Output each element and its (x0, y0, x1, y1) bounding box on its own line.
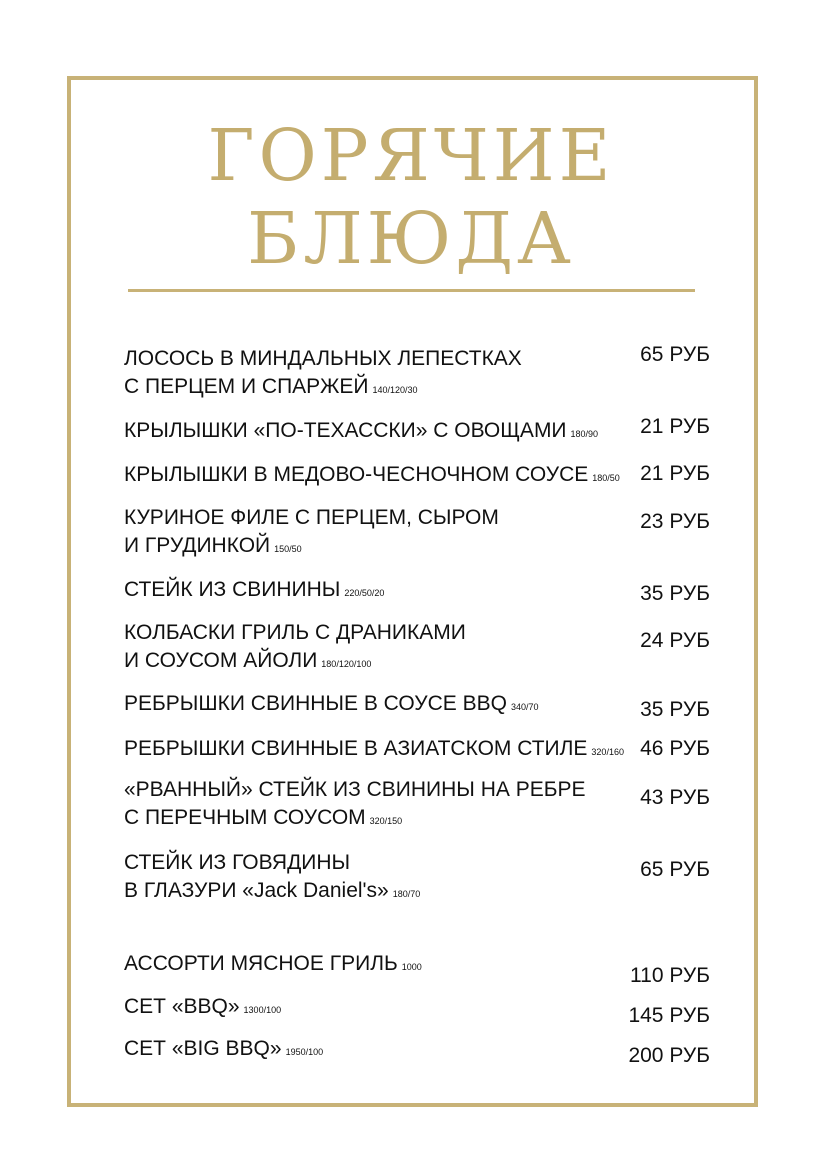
menu-item (124, 345, 624, 404)
item-price: 35 РУБ (640, 698, 710, 721)
item-weight: 150/50 (274, 544, 302, 554)
item-name-line1: РЕБРЫШКИ СВИННЫЕ В АЗИАТСКОМ СТИЛЕ (124, 737, 588, 760)
menu-item (124, 619, 624, 678)
item-weight: 220/50/20 (344, 588, 385, 598)
item-price: 110 РУБ (630, 964, 710, 987)
menu-item (124, 417, 624, 448)
item-price: 24 РУБ (640, 629, 710, 652)
item-price: 35 РУБ (640, 582, 710, 605)
item-price: 43 РУБ (640, 786, 710, 809)
item-name-line1: КРЫЛЫШКИ В МЕДОВО-ЧЕСНОЧНОМ СОУСЕ (124, 463, 589, 486)
item-weight: 1000 (401, 962, 422, 972)
item-name-line1: КОЛБАСКИ ГРИЛЬ С ДРАНИКАМИ (124, 621, 466, 644)
item-price: 46 РУБ (640, 737, 710, 760)
title-divider (128, 289, 695, 292)
menu-item (124, 849, 624, 908)
item-name-line2: И ГРУДИНКОЙ (124, 534, 271, 557)
menu-title-line2: БЛЮДА (247, 197, 575, 280)
menu-item (124, 776, 624, 835)
menu-title-line1: ГОРЯЧИЕ (207, 114, 615, 197)
item-name-line1: ЛОСОСЬ В МИНДАЛЬНЫХ ЛЕПЕСТКАХ (124, 347, 522, 370)
menu-item (124, 690, 624, 721)
item-price: 21 РУБ (640, 462, 710, 485)
item-name-line1: КУРИНОЕ ФИЛЕ С ПЕРЦЕМ, СЫРОМ (124, 506, 499, 529)
item-price: 145 РУБ (628, 1004, 710, 1027)
item-weight: 1950/100 (285, 1047, 324, 1057)
item-weight: 1300/100 (243, 1005, 282, 1015)
item-name-line2: И СОУСОМ АЙОЛИ (124, 649, 318, 672)
item-name-line1: РЕБРЫШКИ СВИННЫЕ В СОУСЕ BBQ (124, 692, 507, 715)
item-price: 65 РУБ (640, 858, 710, 881)
menu-item (124, 735, 624, 766)
item-name-line1: КРЫЛЫШКИ «ПО-ТЕХАССКИ» С ОВОЩАМИ (124, 419, 567, 442)
menu-item (124, 576, 624, 607)
menu-item (124, 993, 624, 1024)
item-name-line1: «РВАННЫЙ» СТЕЙК ИЗ СВИНИНЫ НА РЕБРЕ (124, 778, 586, 801)
item-weight: 180/90 (570, 429, 599, 439)
item-weight: 180/50 (592, 473, 620, 483)
menu-item (124, 504, 624, 563)
item-name-line1: АССОРТИ МЯСНОЕ ГРИЛЬ (124, 952, 398, 975)
item-weight: 320/150 (369, 816, 403, 826)
item-weight: 320/160 (591, 747, 624, 757)
item-weight: 180/120/100 (321, 659, 372, 669)
item-price: 21 РУБ (640, 415, 710, 438)
item-weight: 180/70 (392, 889, 421, 899)
item-name-line1: СЕТ «BBQ» (124, 995, 240, 1018)
item-name-line2: В ГЛАЗУРИ «Jack Daniel's» (124, 879, 389, 902)
item-weight: 140/120/30 (372, 385, 418, 395)
menu-item (124, 1035, 624, 1066)
item-name-line1: СЕТ «BIG BBQ» (124, 1037, 282, 1060)
item-price: 23 РУБ (640, 510, 710, 533)
item-price: 200 РУБ (628, 1044, 710, 1067)
item-name-line1: СТЕЙК ИЗ ГОВЯДИНЫ (124, 851, 351, 874)
menu-item (124, 950, 624, 981)
item-weight: 340/70 (510, 702, 539, 712)
item-name-line2: С ПЕРЕЧНЫМ СОУСОМ (124, 806, 366, 829)
menu-item (124, 461, 624, 492)
item-name-line1: СТЕЙК ИЗ СВИНИНЫ (124, 578, 341, 601)
item-price: 65 РУБ (640, 343, 710, 366)
item-name-line2: С ПЕРЦЕМ И СПАРЖЕЙ (124, 375, 369, 398)
